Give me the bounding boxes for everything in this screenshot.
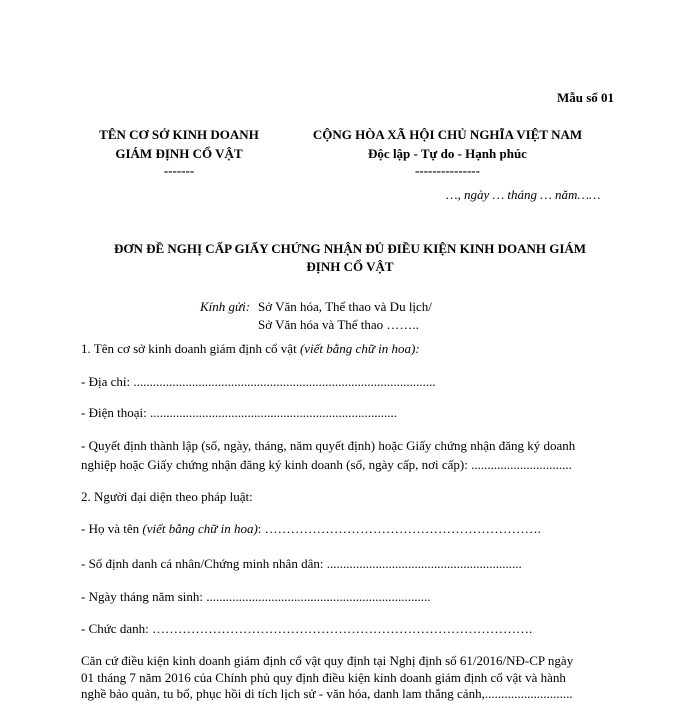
date-line: …, ngày … tháng … năm…… bbox=[446, 187, 601, 202]
org-rule: ------- bbox=[163, 163, 195, 178]
doc-title-line1: ĐƠN ĐỀ NGHỊ CẤP GIẤY CHỨNG NHẬN ĐỦ ĐIỀU KIỆN KINH DOANH GIÁM bbox=[113, 241, 587, 256]
dob-field: - Ngày tháng năm sinh: ..................................................................... bbox=[81, 589, 431, 604]
doc-title-line2: ĐỊNH CỔ VẬT bbox=[306, 259, 394, 274]
recipient-line2: Sở Văn hóa và Thể thao …….. bbox=[258, 317, 419, 332]
recipient-line1: Sở Văn hóa, Thể thao và Du lịch/ bbox=[258, 299, 432, 314]
basis-line1: Căn cứ điều kiện kinh doanh giám định cổ vật quy định tại Nghị định số 61/2016/NĐ-CP ngày bbox=[81, 653, 574, 668]
fullname-dots: : ………………………………………………………. bbox=[257, 521, 541, 536]
section-2-title: 2. Người đại diện theo pháp luật: bbox=[81, 489, 253, 504]
fullname-field bbox=[81, 521, 541, 537]
recipient-label: Kính gửi: bbox=[200, 299, 251, 314]
basis-line2: 01 tháng 7 năm 2016 của Chính phủ quy định điều kiện kinh doanh giám định cổ vật và hành bbox=[81, 670, 566, 685]
org-name-line2: GIÁM ĐỊNH CỔ VẬT bbox=[115, 146, 243, 161]
fullname-note: (viết bằng chữ in hoa) bbox=[142, 521, 258, 536]
position-field: - Chức danh: ……………………………………………………………………………. bbox=[81, 621, 533, 636]
section-1-note: (viết bằng chữ in hoa): bbox=[299, 341, 420, 356]
decision-line2: nghiệp hoặc Giấy chứng nhận đăng ký kinh doanh (số, ngày cấp, nơi cấp): ............................... bbox=[81, 457, 572, 472]
address-field: - Địa chỉ: ............................................................................................. bbox=[81, 374, 436, 389]
nation-motto: Độc lập - Tự do - Hạnh phúc bbox=[368, 146, 527, 161]
section-1-title-text: 1. Tên cơ sở kinh doanh giám định cổ vật bbox=[81, 341, 297, 356]
basis-line3: nghề bảo quản, tu bổ, phục hồi di tích lịch sử - văn hóa, danh lam thắng cảnh,........................... bbox=[81, 686, 573, 701]
form-code: Mẫu số 01 bbox=[557, 90, 615, 105]
section-1-title bbox=[81, 341, 420, 357]
fullname-label: - Họ và tên bbox=[81, 521, 140, 536]
nation-rule: --------------- bbox=[415, 163, 480, 178]
org-name-line1: TÊN CƠ SỞ KINH DOANH bbox=[99, 127, 259, 142]
id-number-field: - Số định danh cá nhân/Chứng minh nhân dân: ............................................................ bbox=[81, 556, 522, 571]
phone-field: - Điện thoại: ............................................................................ bbox=[81, 405, 397, 420]
decision-line1: - Quyết định thành lập (số, ngày, tháng, năm quyết định) hoặc Giấy chứng nhận đăng ký doanh bbox=[81, 438, 576, 453]
nation-title: CỘNG HÒA XÃ HỘI CHỦ NGHĨA VIỆT NAM bbox=[312, 127, 583, 142]
